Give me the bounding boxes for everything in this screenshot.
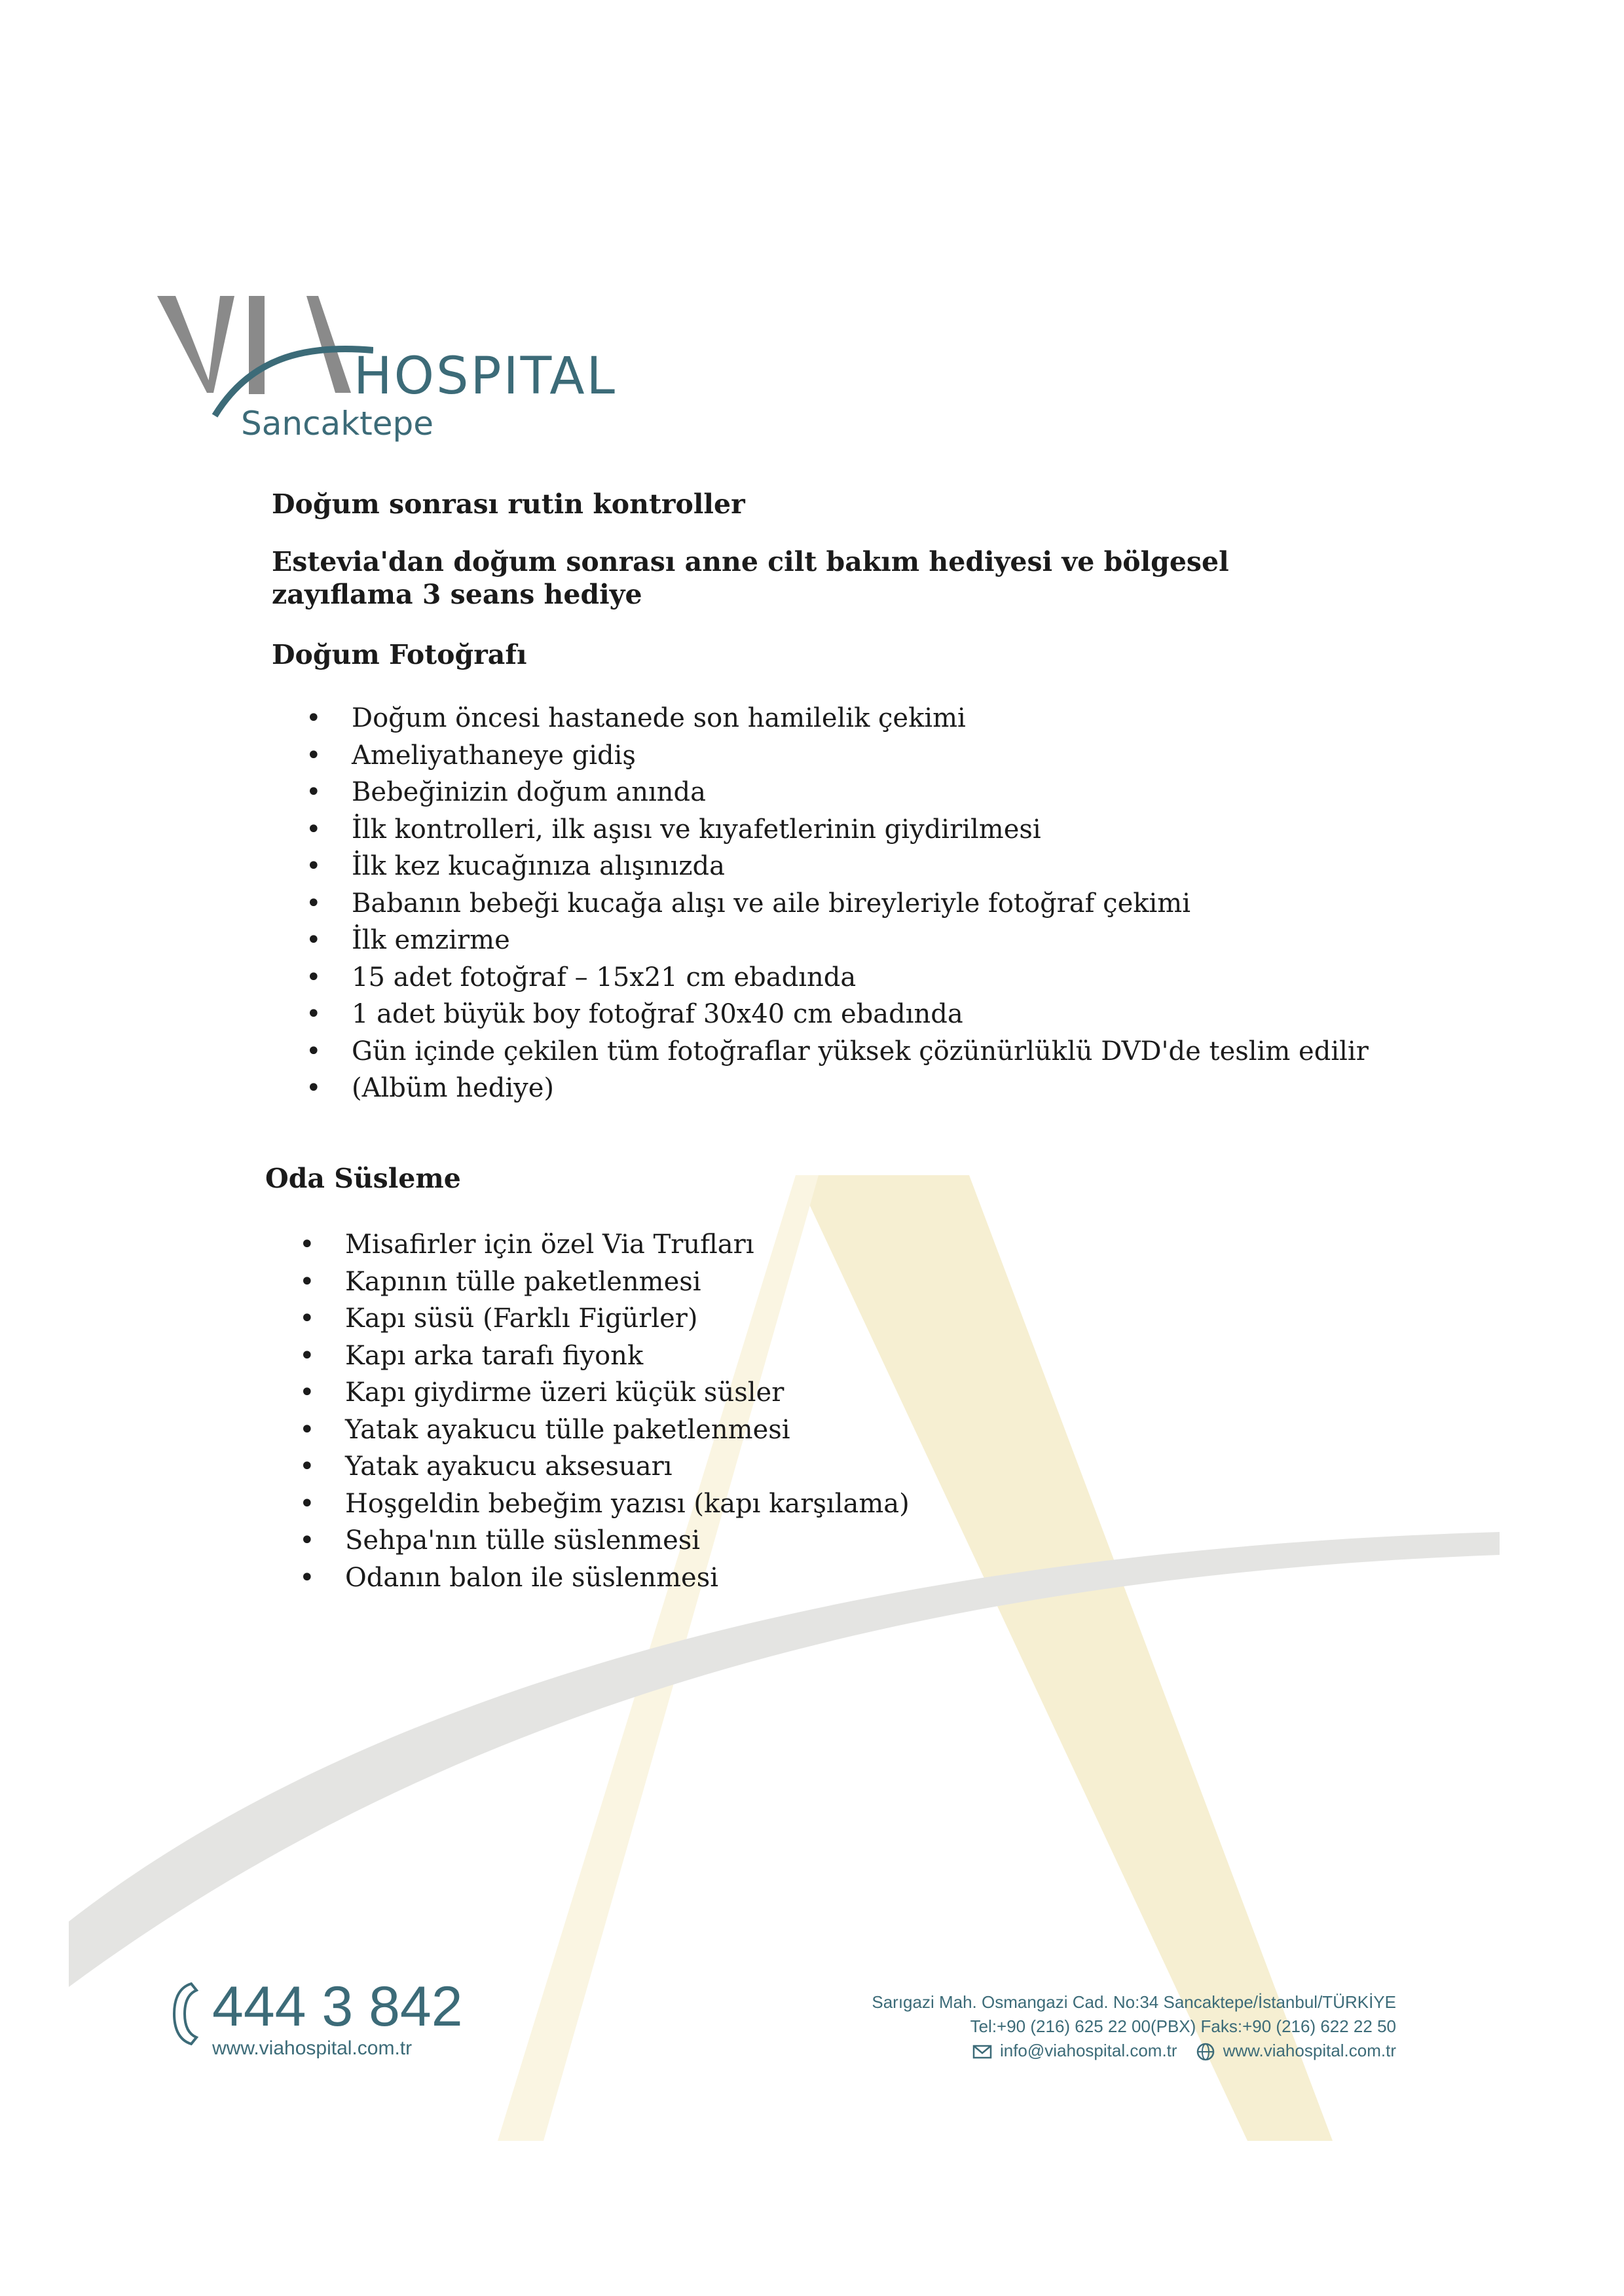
bullet: • <box>299 1525 315 1556</box>
list-item: • Gün içinde çekilen tüm fotoğraflar yüksek çözünürlüklü DVD'de teslim edilir <box>306 1033 1372 1070</box>
bullet: • <box>299 1488 315 1519</box>
list-item: • Kapı arka tarafı fiyonk <box>299 1338 1365 1375</box>
heading-birth-photo: Doğum Fotoğrafı <box>272 639 527 670</box>
footer-address: Sarıgazi Mah. Osmangazi Cad. No:34 Sancaktepe/İstanbul/TÜRKİYE <box>872 1992 1396 2012</box>
footer-phone-block <box>172 1977 499 2062</box>
bullet: • <box>306 851 322 881</box>
logo-branch-text: Sancaktepe <box>241 405 434 443</box>
room-decoration-section <box>265 1162 1365 1596</box>
heading-routine-checks: Doğum sonrası rutin kontroller <box>272 488 745 520</box>
list-item: • Misafirler için özel Via Trufları <box>299 1226 1365 1264</box>
bullet: • <box>299 1230 315 1260</box>
bullet: • <box>299 1414 315 1445</box>
logo-hospital-text: HOSPITAL <box>354 347 618 406</box>
document-body <box>272 488 1372 1107</box>
list-item: • Bebeğinizin doğum anında <box>306 774 1372 811</box>
bullet: • <box>306 740 322 771</box>
heading-room-decoration: Oda Süsleme <box>265 1163 461 1194</box>
list-item: • İlk kontrolleri, ilk aşısı ve kıyafetlerinin giydirilmesi <box>306 811 1372 848</box>
list-item: • Yatak ayakucu aksesuarı <box>299 1448 1365 1485</box>
bullet: • <box>306 703 322 733</box>
globe-icon <box>1196 2042 1215 2062</box>
bullet: • <box>306 777 322 807</box>
list-item: • Babanın bebeği kucağa alışı ve aile bireyleriyle fotoğraf çekimi <box>306 885 1372 922</box>
bullet: • <box>299 1266 315 1297</box>
bullet: • <box>299 1451 315 1482</box>
room-decoration-list <box>265 1226 1365 1596</box>
footer-contact-line <box>741 2039 1396 2063</box>
list-item: • Kapı süsü (Farklı Figürler) <box>299 1300 1365 1338</box>
via-hospital-logo <box>157 288 655 445</box>
list-item: • Ameliyathaneye gidiş <box>306 737 1372 774</box>
list-item: • Sehpa'nın tülle süslenmesi <box>299 1522 1365 1559</box>
envelope-icon <box>972 2045 992 2059</box>
list-item: • 1 adet büyük boy fotoğraf 30x40 cm ebadında <box>306 996 1372 1033</box>
list-item: • Hoşgeldin bebeğim yazısı (kapı karşılama) <box>299 1485 1365 1523</box>
footer-phone-number: 444 3 842 <box>212 1975 463 2038</box>
list-item: • Doğum öncesi hastanede son hamilelik çekimi <box>306 700 1372 737</box>
bullet: • <box>306 999 322 1029</box>
footer-tel-fax: Tel:+90 (216) 625 22 00(PBX) Faks:+90 (216) 622 22 50 <box>970 2016 1396 2036</box>
bullet: • <box>306 925 322 955</box>
list-item: • İlk kez kucağınıza alışınızda <box>306 848 1372 885</box>
bullet: • <box>306 962 322 993</box>
footer-phone-website[interactable]: www.viahospital.com.tr <box>212 2037 413 2059</box>
bullet: • <box>306 814 322 845</box>
bullet: • <box>306 1073 322 1103</box>
footer-address-block <box>741 1990 1396 2063</box>
footer-email[interactable]: info@viahospital.com.tr <box>999 2041 1177 2060</box>
bullet: • <box>306 888 322 919</box>
bullet: • <box>306 1036 322 1066</box>
footer-website[interactable]: www.viahospital.com.tr <box>1223 2041 1396 2060</box>
bullet: • <box>299 1340 315 1371</box>
watermark-swoosh <box>69 1532 1500 1987</box>
heading-estevia-gift: Estevia'dan doğum sonrası anne cilt bakım hediyesi ve bölgesel zayıflama 3 seans hediye <box>272 546 1229 610</box>
list-item: • (Albüm hediye) <box>306 1070 1372 1107</box>
list-item: • Yatak ayakucu tülle paketlenmesi <box>299 1412 1365 1449</box>
list-item: • 15 adet fotoğraf – 15x21 cm ebadında <box>306 959 1372 996</box>
bullet: • <box>299 1303 315 1334</box>
list-item: • İlk emzirme <box>306 922 1372 959</box>
birth-photo-list <box>272 700 1372 1107</box>
list-item: • Kapının tülle paketlenmesi <box>299 1264 1365 1301</box>
list-item: • Kapı giydirme üzeri küçük süsler <box>299 1374 1365 1412</box>
via-logo-mark <box>157 288 373 419</box>
bullet: • <box>299 1377 315 1408</box>
phone-icon <box>172 1981 202 2047</box>
list-item: • Odanın balon ile süslenmesi <box>299 1559 1365 1597</box>
bullet: • <box>299 1562 315 1593</box>
